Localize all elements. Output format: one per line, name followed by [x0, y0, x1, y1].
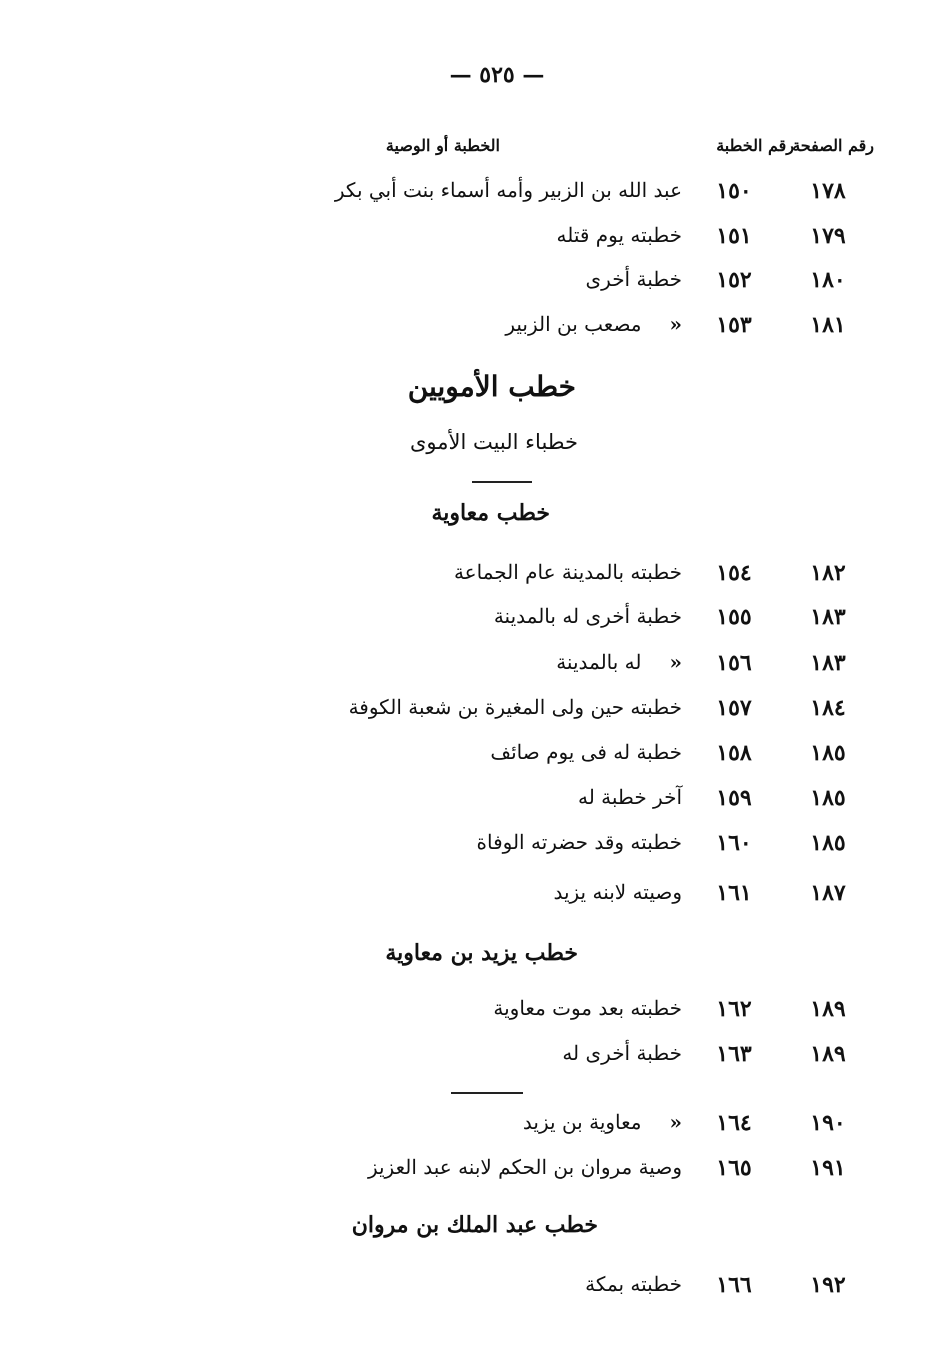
row-speech-number: ١٦١: [716, 880, 752, 906]
index-row: [0, 1110, 934, 1144]
row-speech-number: ١٥٩: [716, 785, 752, 811]
row-title: آخر خطبة له: [577, 785, 682, 809]
row-page-number: ١٨٩: [810, 996, 846, 1022]
row-page-number: ١٧٩: [810, 223, 846, 249]
section-heading: خطب عبد الملك بن مروان: [351, 1212, 598, 1238]
row-page-number: ١٨٩: [810, 1041, 846, 1067]
index-row: [0, 785, 934, 819]
row-speech-number: ١٥١: [716, 223, 752, 249]
row-speech-number: ١٦٥: [716, 1155, 752, 1181]
row-title: خطبته وقد حضرته الوفاة: [476, 830, 682, 854]
index-row: [0, 1041, 934, 1075]
row-title: مصعب بن الزبير: [505, 312, 642, 336]
row-title: خطبة أخرى له: [562, 1041, 682, 1065]
row-title: له بالمدينة: [556, 650, 642, 674]
ditto-mark: «: [669, 312, 682, 336]
row-page-number: ١٩٢: [810, 1272, 846, 1298]
row-title: خطبته بمكة: [585, 1272, 682, 1296]
index-row: [0, 267, 934, 301]
index-row: [0, 1155, 934, 1189]
column-header-title: الخطبة أو الوصية: [385, 136, 500, 155]
divider-rule: [451, 1092, 523, 1094]
row-page-number: ١٨٣: [810, 650, 846, 676]
page-number: — ٥٢٥ —: [449, 62, 545, 88]
row-title: خطبة أخرى له بالمدينة: [493, 604, 682, 628]
row-title-with-ditto: [523, 1110, 682, 1134]
ditto-mark: «: [669, 1110, 682, 1134]
row-speech-number: ١٦٦: [716, 1272, 752, 1298]
row-title-with-ditto: [505, 312, 682, 336]
column-header-page: رقم الصفحة: [792, 136, 874, 155]
index-row: [0, 880, 934, 914]
row-speech-number: ١٥٥: [716, 604, 752, 630]
row-title: خطبة أخرى: [585, 267, 682, 291]
row-speech-number: ١٦٣: [716, 1041, 752, 1067]
index-row: [0, 996, 934, 1030]
row-title-with-ditto: [556, 650, 682, 674]
row-page-number: ١٩٠: [810, 1110, 846, 1136]
row-page-number: ١٨٧: [810, 880, 846, 906]
row-speech-number: ١٦٠: [716, 830, 752, 856]
row-title: خطبة له فى يوم صائف: [490, 740, 682, 764]
divider-rule: [472, 481, 532, 483]
row-title: وصية مروان بن الحكم لابنه عبد العزيز: [367, 1155, 682, 1179]
main-heading: خطب الأمويين: [407, 370, 576, 403]
section-heading: خطب يزيد بن معاوية: [385, 940, 578, 966]
row-title: وصيته لابنه يزيد: [553, 880, 682, 904]
row-speech-number: ١٥٢: [716, 267, 752, 293]
row-title: خطبته بالمدينة عام الجماعة: [453, 560, 682, 584]
row-page-number: ١٧٨: [810, 178, 846, 204]
row-page-number: ١٨٥: [810, 830, 846, 856]
row-speech-number: ١٥٤: [716, 560, 752, 586]
ditto-mark: «: [669, 650, 682, 674]
index-row: [0, 1272, 934, 1306]
row-page-number: ١٨٠: [810, 267, 846, 293]
row-title: معاوية بن يزيد: [522, 1110, 642, 1134]
sub-heading: خطباء البيت الأموى: [409, 430, 578, 454]
row-title: خطبته يوم قتله: [556, 223, 682, 247]
index-row: [0, 604, 934, 638]
row-page-number: ١٨٥: [810, 740, 846, 766]
index-row: [0, 650, 934, 684]
index-row: [0, 695, 934, 729]
row-speech-number: ١٥٠: [716, 178, 752, 204]
index-row: [0, 560, 934, 594]
row-speech-number: ١٥٣: [716, 312, 752, 338]
row-page-number: ١٨٢: [810, 560, 846, 586]
section-heading: خطب معاوية: [431, 500, 550, 526]
row-speech-number: ١٥٧: [716, 695, 752, 721]
row-speech-number: ١٥٦: [716, 650, 752, 676]
index-row: [0, 740, 934, 774]
row-page-number: ١٨٥: [810, 785, 846, 811]
column-header-number: رقم الخطبة: [716, 136, 794, 155]
index-row: [0, 178, 934, 212]
row-title: عبد الله بن الزبير وأمه أسماء بنت أبي بكر: [334, 178, 682, 202]
index-row: [0, 312, 934, 346]
row-page-number: ١٨١: [810, 312, 846, 338]
row-page-number: ١٨٣: [810, 604, 846, 630]
row-page-number: ١٨٤: [810, 695, 846, 721]
index-row: [0, 830, 934, 864]
row-speech-number: ١٦٤: [716, 1110, 752, 1136]
row-title: خطبته حين ولى المغيرة بن شعبة الكوفة: [348, 695, 682, 719]
row-page-number: ١٩١: [810, 1155, 846, 1181]
row-title: خطبته بعد موت معاوية: [493, 996, 682, 1020]
row-speech-number: ١٥٨: [716, 740, 752, 766]
row-speech-number: ١٦٢: [716, 996, 752, 1022]
index-row: [0, 223, 934, 257]
